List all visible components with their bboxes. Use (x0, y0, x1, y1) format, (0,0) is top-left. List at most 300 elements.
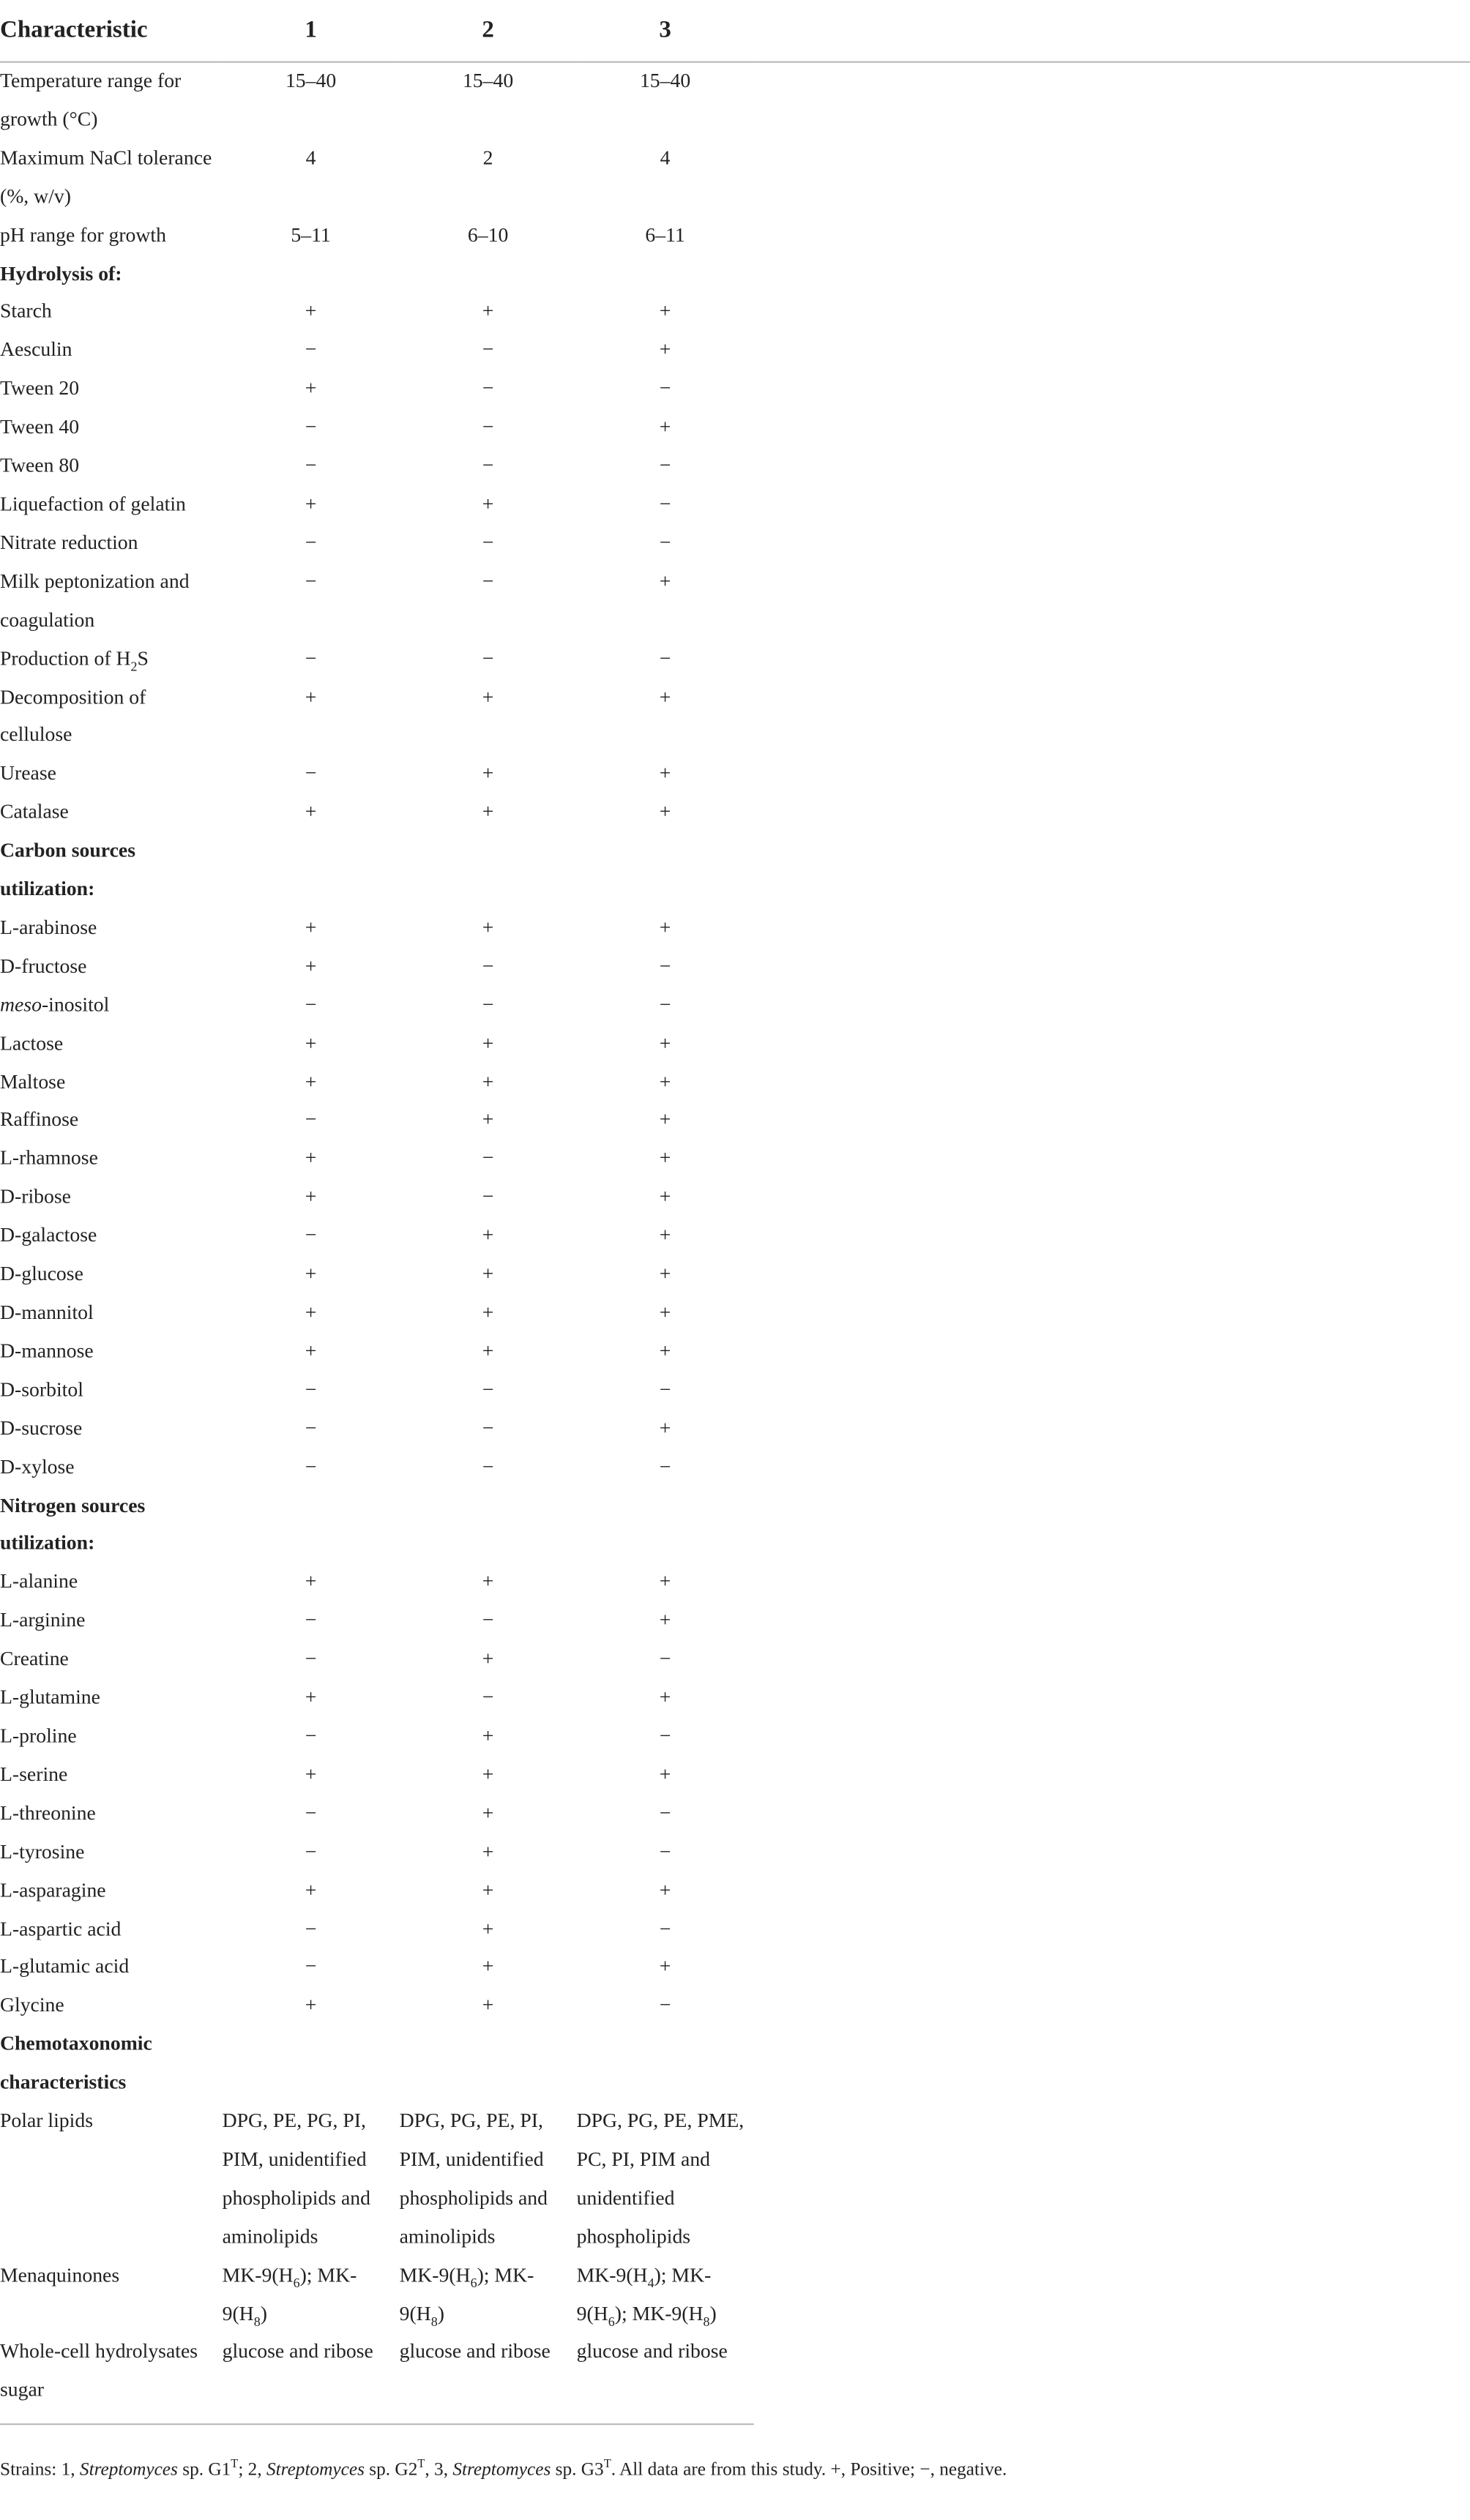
cell-strain-1: + (305, 685, 317, 708)
table-header-row (0, 0, 1470, 62)
section-row (0, 255, 1470, 294)
row-spacer (754, 833, 1470, 910)
row-label: D-glucose (0, 1263, 83, 1285)
row-label: pH range for growth (0, 223, 166, 246)
cell-strain-3: + (659, 569, 671, 593)
row-label: L-arginine (0, 1609, 86, 1632)
row-spacer (754, 1372, 1470, 1410)
cell-strain-2 (400, 2257, 577, 2334)
cell-strain-1: − (305, 1454, 317, 1478)
table-row (0, 1757, 1470, 1795)
text-part: ); MK-9(H (222, 2263, 357, 2325)
cell-strain-1: − (305, 1839, 317, 1863)
header-strain-2: 2 (400, 0, 577, 62)
cell-strain-1: − (305, 1647, 317, 1670)
row-spacer (754, 1872, 1470, 1911)
cell-strain-1: + (305, 377, 317, 400)
cell-strain-3: − (659, 1994, 671, 2017)
cell-strain-2: − (482, 1185, 494, 1208)
cell-strain-1: glucose and ribose (223, 2334, 400, 2425)
row-label: D-sucrose (0, 1416, 83, 1440)
cell-strain-3: + (659, 916, 671, 939)
table-row (0, 1179, 1470, 1218)
footnote-part: Streptomyces (79, 2460, 178, 2480)
subscript: 4 (647, 2275, 654, 2290)
footnote-part: T (231, 2456, 239, 2471)
cell-strain-3: + (659, 1686, 671, 1709)
cell-strain-3: − (659, 1377, 671, 1401)
text-part: MK-9(H (222, 2263, 294, 2287)
cell-strain-2: + (482, 1878, 494, 1902)
row-label: Creatine (0, 1647, 69, 1670)
footnote-part: sp. G2 (364, 2460, 418, 2480)
row-label (0, 640, 223, 679)
cell-strain-2: + (482, 762, 494, 785)
table-row (0, 1372, 1470, 1410)
row-label: Decomposition of cellulose (0, 685, 146, 747)
cell-strain-3 (577, 255, 754, 294)
header-strain-3: 3 (577, 0, 754, 62)
table-row (0, 1833, 1470, 1872)
row-label: Milk peptonization and coagulation (0, 569, 190, 631)
cell-strain-1: + (305, 1686, 317, 1709)
cell-strain-2: + (482, 1994, 494, 2017)
row-label: L-glutamine (0, 1686, 100, 1709)
table-row (0, 1795, 1470, 1834)
cell-strain-2: + (482, 1801, 494, 1825)
row-spacer (754, 1140, 1470, 1179)
table-footnote (0, 2457, 1470, 2483)
cell-strain-3 (577, 2026, 754, 2103)
cell-strain-2: + (482, 1647, 494, 1670)
cell-strain-1: − (305, 992, 317, 1016)
cell-strain-3: + (659, 415, 671, 438)
cell-strain-3: − (659, 454, 671, 477)
row-label: L-alanine (0, 1570, 78, 1593)
cell-strain-1: + (305, 1070, 317, 1093)
row-label: Tween 40 (0, 415, 80, 438)
cell-strain-1 (223, 1487, 400, 1564)
row-spacer (754, 1603, 1470, 1642)
cell-strain-2: + (482, 1339, 494, 1362)
row-label: L-glutamic acid (0, 1955, 130, 1978)
cell-strain-2 (400, 1487, 577, 1564)
cell-strain-1 (223, 255, 400, 294)
table-row (0, 640, 1470, 679)
cell-strain-3: − (659, 531, 671, 554)
table-row (0, 1680, 1470, 1719)
cell-strain-2: + (482, 800, 494, 823)
row-label: Menaquinones (0, 2263, 120, 2287)
row-spacer (754, 1063, 1470, 1102)
cell-strain-3: DPG, PG, PE, PME, PC, PI, PIM and unidentified phospholipids (576, 2109, 745, 2248)
row-spacer (754, 1949, 1470, 1988)
table-row (0, 1987, 1470, 2026)
cell-strain-2: 15–40 (462, 69, 514, 92)
cell-strain-1: − (305, 1724, 317, 1747)
cell-strain-3: − (659, 377, 671, 400)
row-spacer (754, 1795, 1470, 1834)
row-label: D-ribose (0, 1185, 71, 1208)
footnote-part: sp. G1 (177, 2460, 231, 2480)
row-label: Nitrate reduction (0, 531, 138, 554)
row-label: Maltose (0, 1070, 66, 1093)
row-spacer (754, 2026, 1470, 2103)
cell-strain-3: − (659, 1801, 671, 1825)
cell-strain-2: − (482, 1686, 494, 1709)
section-heading: Hydrolysis of: (0, 261, 122, 285)
cell-strain-1: − (305, 454, 317, 477)
cell-strain-1 (223, 2257, 400, 2334)
table-row (0, 1025, 1470, 1064)
row-spacer (754, 1102, 1470, 1141)
row-spacer (754, 794, 1470, 833)
cell-strain-3: + (659, 1301, 671, 1324)
cell-strain-3: + (659, 1224, 671, 1247)
cell-strain-2: + (482, 1724, 494, 1747)
table-row (0, 1949, 1470, 1988)
row-spacer (754, 1218, 1470, 1257)
cell-strain-3: + (659, 1416, 671, 1440)
cell-strain-2 (400, 2026, 577, 2103)
table-row (0, 1295, 1470, 1334)
cell-strain-3: + (659, 1147, 671, 1170)
footnote-part: Streptomyces (452, 2460, 551, 2480)
footnote-part: T (603, 2456, 611, 2471)
cell-strain-1: 4 (305, 146, 316, 169)
header-characteristic: Characteristic (0, 0, 223, 62)
text-part: ); MK-9(H (614, 2302, 704, 2325)
row-spacer (754, 448, 1470, 487)
row-spacer (754, 255, 1470, 294)
row-spacer (754, 2334, 1470, 2425)
table-row (0, 678, 1470, 755)
row-label: L-arabinose (0, 916, 97, 939)
cell-strain-3: − (659, 646, 671, 670)
cell-strain-1: + (305, 493, 317, 515)
row-label: Tween 80 (0, 454, 80, 477)
cell-strain-1: + (305, 1878, 317, 1902)
table-row (0, 1564, 1470, 1603)
row-spacer (754, 1487, 1470, 1564)
cell-strain-3: − (659, 1917, 671, 1940)
cell-strain-3: + (659, 1108, 671, 1132)
text-part: ) (437, 2302, 444, 2325)
text-part: S (137, 646, 149, 670)
table-row (0, 948, 1470, 987)
row-spacer (754, 1295, 1470, 1334)
row-spacer (754, 409, 1470, 448)
row-spacer (754, 1564, 1470, 1603)
cell-strain-2: + (482, 1917, 494, 1940)
cell-strain-1: + (305, 1263, 317, 1285)
footnote-part: sp. G3 (551, 2460, 604, 2480)
text-part: meso (0, 992, 42, 1016)
cell-strain-1: + (305, 1994, 317, 2017)
cell-strain-1: − (305, 1801, 317, 1825)
table-row (0, 1256, 1470, 1295)
cell-strain-1 (223, 2026, 400, 2103)
row-spacer (754, 1179, 1470, 1218)
row-spacer (754, 140, 1470, 217)
cell-strain-1: − (305, 415, 317, 438)
cell-strain-3: + (659, 1070, 671, 1093)
cell-strain-2: − (482, 531, 494, 554)
cell-strain-1: − (305, 1377, 317, 1401)
table-row (0, 62, 1470, 140)
row-label: L-aspartic acid (0, 1917, 122, 1940)
subscript: 6 (293, 2275, 300, 2290)
row-spacer (754, 217, 1470, 255)
cell-strain-1: + (305, 300, 317, 323)
row-spacer (754, 1256, 1470, 1295)
row-spacer (754, 1718, 1470, 1757)
header-spacer (754, 0, 1470, 62)
row-label: Aesculin (0, 338, 72, 362)
section-row (0, 1487, 1470, 1564)
cell-strain-2: + (482, 1839, 494, 1863)
row-label: Liquefaction of gelatin (0, 493, 186, 515)
cell-strain-2: + (482, 1762, 494, 1786)
row-spacer (754, 1833, 1470, 1872)
cell-strain-3: + (659, 800, 671, 823)
cell-strain-3: + (659, 1031, 671, 1055)
cell-strain-3: 4 (660, 146, 671, 169)
cell-strain-3: + (659, 338, 671, 362)
cell-strain-1: + (305, 1147, 317, 1170)
table-row (0, 332, 1470, 371)
cell-strain-1: + (305, 800, 317, 823)
cell-strain-3: − (659, 1647, 671, 1670)
cell-strain-2: + (482, 1224, 494, 1247)
table-row (0, 371, 1470, 410)
cell-strain-1: − (305, 531, 317, 554)
cell-strain-2: + (482, 300, 494, 323)
footnote-part: ; 2, (238, 2460, 266, 2480)
row-label: Polar lipids (0, 2109, 94, 2132)
cell-strain-1: − (305, 338, 317, 362)
text-part: ) (709, 2302, 717, 2325)
cell-strain-2: − (482, 992, 494, 1016)
cell-strain-2: − (482, 569, 494, 593)
cell-strain-1: + (305, 1301, 317, 1324)
row-label: Tween 20 (0, 377, 80, 400)
cell-strain-1: − (305, 1224, 317, 1247)
row-spacer (754, 987, 1470, 1025)
text-part: -inositol (41, 992, 110, 1016)
cell-strain-3: + (659, 1263, 671, 1285)
row-label: D-xylose (0, 1454, 75, 1478)
row-label (0, 987, 223, 1025)
subscript: 2 (130, 659, 138, 673)
row-spacer (754, 2103, 1470, 2257)
footnote-part: , 3, (425, 2460, 453, 2480)
cell-strain-3: − (659, 1839, 671, 1863)
row-spacer (754, 1910, 1470, 1949)
cell-strain-1: + (305, 916, 317, 939)
text-part: MK-9(H (576, 2263, 648, 2287)
row-label: D-galactose (0, 1224, 97, 1247)
cell-strain-1: − (305, 1108, 317, 1132)
row-spacer (754, 62, 1470, 140)
row-spacer (754, 948, 1470, 987)
text-part: ); MK-9(H (399, 2263, 534, 2325)
row-label: D-fructose (0, 954, 87, 978)
table-row (0, 1718, 1470, 1757)
cell-strain-3: + (659, 1762, 671, 1786)
row-label: Whole-cell hydrolysates sugar (0, 2334, 223, 2425)
cell-strain-1: + (305, 1031, 317, 1055)
header-strain-1: 1 (223, 0, 400, 62)
text-part: Production of H (0, 646, 131, 670)
cell-strain-2: + (482, 1070, 494, 1093)
cell-strain-2: − (482, 1377, 494, 1401)
cell-strain-3: + (659, 762, 671, 785)
table-row (0, 1410, 1470, 1449)
table-row (0, 293, 1470, 332)
row-spacer (754, 1025, 1470, 1064)
row-label: Starch (0, 300, 52, 323)
table-row (0, 140, 1470, 217)
table-row (0, 2334, 1470, 2425)
cell-strain-2: + (482, 1955, 494, 1978)
cell-strain-2: − (482, 415, 494, 438)
cell-strain-2: glucose and ribose (400, 2334, 577, 2425)
cell-strain-1: − (305, 569, 317, 593)
text-part: ); MK-9(H (576, 2263, 712, 2325)
cell-strain-2: − (482, 646, 494, 670)
cell-strain-3: + (659, 1570, 671, 1593)
row-spacer (754, 332, 1470, 371)
table-row (0, 448, 1470, 487)
cell-strain-2: + (482, 493, 494, 515)
table-row (0, 486, 1470, 525)
row-spacer (754, 910, 1470, 949)
cell-strain-3: − (659, 954, 671, 978)
cell-strain-1 (223, 833, 400, 910)
cell-strain-2: + (482, 1301, 494, 1324)
cell-strain-3: + (659, 1609, 671, 1632)
cell-strain-2: − (482, 377, 494, 400)
row-spacer (754, 1410, 1470, 1449)
row-spacer (754, 525, 1470, 564)
subscript: 8 (253, 2314, 261, 2329)
row-spacer (754, 1757, 1470, 1795)
section-row (0, 2026, 1470, 2103)
cell-strain-1: + (305, 1185, 317, 1208)
table-row (0, 409, 1470, 448)
table-row (0, 1102, 1470, 1141)
table-row (0, 1641, 1470, 1680)
cell-strain-2: − (482, 338, 494, 362)
row-label: L-proline (0, 1724, 77, 1747)
cell-strain-1: + (305, 1339, 317, 1362)
cell-strain-3: + (659, 1878, 671, 1902)
cell-strain-1: + (305, 954, 317, 978)
row-label: Catalase (0, 800, 69, 823)
subscript: 6 (470, 2275, 477, 2290)
table-row (0, 755, 1470, 794)
section-heading: Chemotaxonomic characteristics (0, 2032, 152, 2094)
row-spacer (754, 1680, 1470, 1719)
cell-strain-3: + (659, 300, 671, 323)
row-spacer (754, 371, 1470, 410)
row-spacer (754, 1333, 1470, 1372)
table-row (0, 1448, 1470, 1487)
row-label: L-threonine (0, 1801, 96, 1825)
footnote-part: Streptomyces (266, 2460, 365, 2480)
cell-strain-1: + (305, 1570, 317, 1593)
table-row (0, 2103, 1470, 2257)
cell-strain-2: + (482, 1031, 494, 1055)
cell-strain-1: 15–40 (285, 69, 337, 92)
table-row (0, 1218, 1470, 1257)
row-spacer (754, 678, 1470, 755)
row-label: Glycine (0, 1994, 64, 2017)
row-label: L-asparagine (0, 1878, 106, 1902)
row-spacer (754, 1448, 1470, 1487)
cell-strain-2: − (482, 1147, 494, 1170)
cell-strain-2: DPG, PG, PE, PI, PIM, unidentified phospholipids and aminolipids (399, 2109, 548, 2248)
cell-strain-3: − (659, 493, 671, 515)
row-label: D-sorbitol (0, 1377, 83, 1401)
subscript: 8 (430, 2314, 438, 2329)
row-spacer (754, 564, 1470, 640)
row-label: D-mannitol (0, 1301, 94, 1324)
text-part: MK-9(H (399, 2263, 471, 2287)
cell-strain-1: − (305, 762, 317, 785)
cell-strain-2: − (482, 1454, 494, 1478)
cell-strain-3: + (659, 1185, 671, 1208)
table-row (0, 525, 1470, 564)
cell-strain-2: − (482, 1609, 494, 1632)
cell-strain-1: − (305, 1416, 317, 1440)
footnote-part: . All data are from this study. +, Positive; −, negative. (611, 2460, 1007, 2480)
row-spacer (754, 2257, 1470, 2334)
cell-strain-2: 6–10 (467, 223, 509, 246)
row-label: Raffinose (0, 1108, 79, 1132)
table-row (0, 564, 1470, 640)
cell-strain-3: − (659, 992, 671, 1016)
cell-strain-2: + (482, 1108, 494, 1132)
cell-strain-1: − (305, 1609, 317, 1632)
cell-strain-1: DPG, PE, PG, PI, PIM, unidentified phospholipids and aminolipids (222, 2109, 371, 2248)
cell-strain-2: − (482, 454, 494, 477)
cell-strain-2 (400, 833, 577, 910)
cell-strain-3 (577, 2257, 754, 2334)
cell-strain-2: + (482, 1263, 494, 1285)
cell-strain-3 (577, 1487, 754, 1564)
subscript: 8 (703, 2314, 710, 2329)
cell-strain-1: − (305, 1917, 317, 1940)
cell-strain-3: 6–11 (645, 223, 685, 246)
cell-strain-2: + (482, 916, 494, 939)
text-part: ) (260, 2302, 267, 2325)
row-label: Urease (0, 762, 56, 785)
row-label: Lactose (0, 1031, 64, 1055)
cell-strain-2: − (482, 1416, 494, 1440)
table-row (0, 2257, 1470, 2334)
cell-strain-1: − (305, 1955, 317, 1978)
row-label: D-mannose (0, 1339, 94, 1362)
footnote-part: T (417, 2456, 425, 2471)
section-row (0, 833, 1470, 910)
table-row (0, 987, 1470, 1025)
table-row (0, 1333, 1470, 1372)
row-spacer (754, 293, 1470, 332)
cell-strain-1: − (305, 646, 317, 670)
subscript: 6 (608, 2314, 615, 2329)
